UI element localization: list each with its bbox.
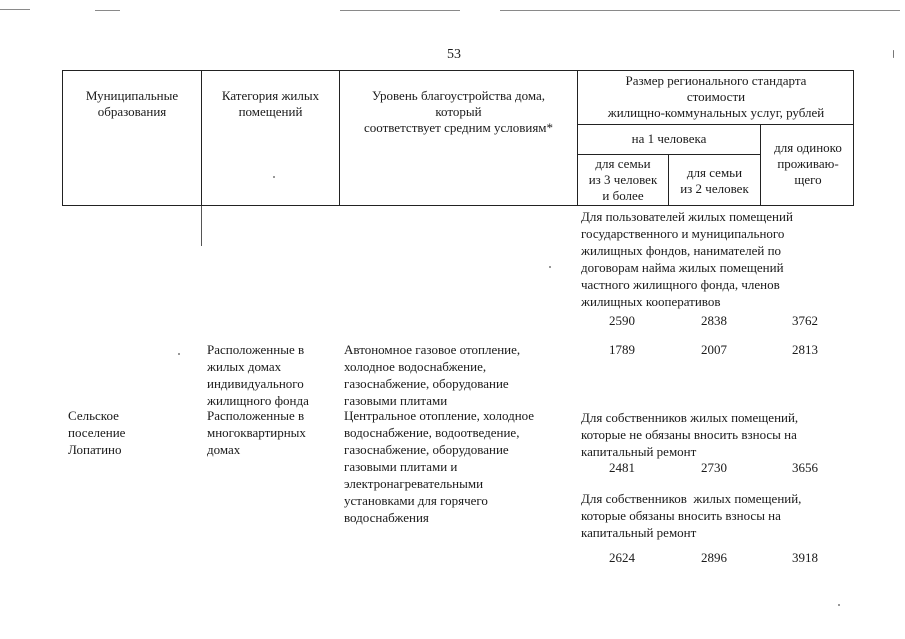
value-family-2: 2007: [701, 342, 727, 357]
scan-artifact-line: [0, 9, 30, 10]
comfort-autonomous-gas: Автономное газовое отопление, холодное водоснабжение, газоснабжение, оборудование газовыми плитами: [344, 342, 521, 408]
value-family-2: 2896: [701, 550, 727, 565]
scan-artifact-line: [95, 10, 120, 11]
header-category: Категория жилых помещений: [221, 88, 320, 119]
header-standard-size: Размер регионального стандарта стоимости жилищно-коммунальных услуг, рублей: [607, 73, 825, 120]
scan-speck: [838, 604, 840, 606]
header-family-2: для семьи из 2 человек: [680, 165, 749, 196]
column-divider: [339, 70, 340, 206]
category-individual-houses: Расположенные в жилых домах индивидуального жилищного фонда: [207, 342, 309, 408]
value-family-3: 2481: [609, 460, 635, 475]
header-comfort-level: Уровень благоустройства дома, который соответствует средним условиям*: [363, 88, 554, 135]
note-owners-no-capital-repair-fee: Для собственников жилых помещений, которые не обязаны вносить взносы на капитальный ремонт: [581, 410, 799, 459]
column-divider: [760, 124, 761, 206]
header-single-resident: для одиноко проживаю- щего: [774, 140, 842, 187]
value-family-2: 2730: [701, 460, 727, 475]
column-divider: [577, 70, 578, 206]
category-apartment-buildings: Расположенные в многоквартирных домах: [207, 408, 306, 457]
header-family-3: для семьи из 3 человек и более: [588, 156, 658, 203]
row-divider: [577, 124, 854, 125]
page-number: 53: [447, 47, 461, 62]
comfort-central-heating: Центральное отопление, холодное водоснабжение, водоотведение, газоснабжение, оборудование газовыми плитами и электронагревательными установками для горячего водоснабжения: [344, 408, 535, 525]
header-per-person: на 1 человека: [631, 131, 707, 146]
scan-artifact-line: [500, 10, 900, 11]
column-divider: [201, 70, 202, 206]
column-divider-remnant: [201, 206, 202, 246]
value-single: 3656: [792, 460, 818, 475]
value-single: 3762: [792, 313, 818, 328]
scan-speck: [549, 266, 551, 268]
note-housing-users: Для пользователей жилых помещений государственного и муниципального жилищных фондов, нанимателей по договорам найма жилых помещений частного жилищного фонда, членов жилищных кооперативов: [581, 209, 793, 309]
scan-artifact-line: [340, 10, 460, 11]
value-family-2: 2838: [701, 313, 727, 328]
value-family-3: 2590: [609, 313, 635, 328]
value-single: 2813: [792, 342, 818, 357]
scan-speck: [178, 353, 180, 355]
municipality-lopatino: Сельское поселение Лопатино: [68, 408, 126, 457]
value-single: 3918: [792, 550, 818, 565]
value-family-3: 2624: [609, 550, 635, 565]
scan-speck: [273, 176, 275, 178]
note-owners-capital-repair-fee: Для собственников жилых помещений, которые обязаны вносить взносы на капитальный ремонт: [581, 491, 802, 540]
value-family-3: 1789: [609, 342, 635, 357]
column-divider: [668, 154, 669, 206]
scan-speck: [893, 50, 894, 58]
header-municipality: Муниципальные образования: [85, 88, 179, 119]
